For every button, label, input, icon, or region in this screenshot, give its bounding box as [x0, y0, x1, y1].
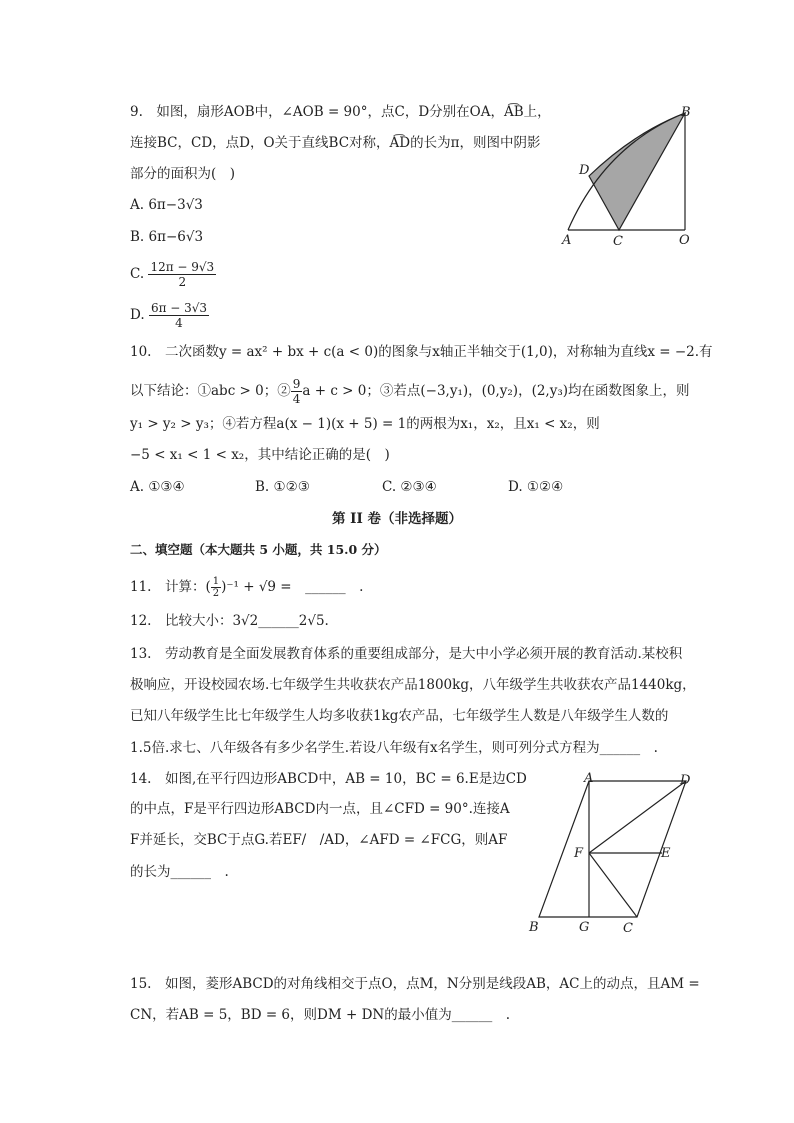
q10-line-3: y₁ > y₂ > y₃；④若方程a(x − 1)(x + 5) = 1的两根为x₁，x₂，且x₁ < x₂，则	[130, 416, 600, 432]
q10-option-d: D. ①②④	[508, 479, 564, 495]
q13-line-2: 极响应，开设校园农场.七年级学生共收获农产品1800kg，八年级学生共收获农产品1440kg，	[130, 677, 696, 693]
q14-line-1: 14. 如图,在平行四边形ABCD中，AB = 10，BC = 6.E是边CD	[130, 771, 527, 787]
q9-option-b: B. 6π−6√3	[130, 229, 204, 245]
q15-line-1: 15. 如图，菱形ABCD的对角线相交于点O，点M，N分别是线段AB，AC上的动点，且AM =	[130, 976, 700, 992]
q11-prefix: 11. 计算：(	[130, 579, 211, 595]
q10-option-b: B. ①②③	[255, 479, 310, 495]
q9-label-o: O	[679, 233, 690, 248]
q9-option-c-denominator: 2	[178, 275, 187, 289]
fill-in-section-header: 二、填空题（本大题共 5 小题，共 15.0 分）	[130, 542, 387, 557]
q14-line-4: 的长为______ .	[130, 864, 229, 880]
q14-label-d: D	[680, 773, 691, 788]
q10-line-2-part-b: a + c > 0；③若点(−3,y₁)，(0,y₂)，(2,y₃)均在函数图象上，则	[302, 383, 690, 399]
q9-line-1: 9. 如图，扇形AOB中，∠AOB = 90°，点C，D分别在OA，A͡B上，	[130, 104, 551, 120]
q9-label-a: A	[562, 233, 572, 248]
q14-label-f: F	[574, 846, 584, 861]
q9-option-a: A. 6π−3√3	[130, 197, 203, 213]
q11-line	[130, 576, 363, 599]
q10-line-1: 10. 二次函数y = ax² + bx + c(a < 0)的图象与x轴正半轴交于(1,0)，对称轴为直线x = −2.有	[130, 344, 713, 360]
q9-sector-figure	[555, 100, 705, 250]
q11-suffix: )⁻¹ + √9 = ______ .	[221, 579, 364, 595]
q9-option-c-numerator: 12π − 9√3	[150, 260, 215, 274]
q13-line-4: 1.5倍.求七、八年级各有多少名学生.若设八年级有x名学生，则可列分式方程为______ .	[130, 740, 658, 756]
q9-line-2: 连接BC，CD，点D，O关于直线BC对称，A͡D的长为π，则图中阴影	[130, 135, 541, 151]
q9-option-d-fraction	[149, 301, 209, 330]
q10-fraction-9-4	[291, 377, 303, 406]
q9-option-c-fraction	[148, 260, 216, 289]
q10-fraction-denominator: 4	[292, 392, 301, 406]
q14-line-2: 的中点，F是平行四边形ABCD内一点，且∠CFD = 90°.连接A	[130, 801, 510, 817]
section-title: 第 II 卷（非选择题）	[331, 511, 463, 527]
q10-line-2-part-a: 以下结论：①abc > 0；②	[130, 383, 291, 399]
q11-fraction-1-2	[211, 576, 221, 599]
q12-line: 12. 比较大小：3√2______2√5.	[130, 613, 329, 629]
q15-line-2: CN，若AB = 5，BD = 6，则DM + DN的最小值为______ .	[130, 1007, 510, 1023]
q10-option-c: C. ②③④	[382, 479, 437, 495]
q14-line-3: F并延长，交BC于点G.若EF/ /AD，∠AFD = ∠FCG，则AF	[130, 832, 508, 848]
q13-line-3: 已知八年级学生比七年级学生人均多收获1kg农产品，七年级学生人数是八年级学生人数的	[130, 708, 669, 724]
q11-fraction-denominator: 2	[212, 588, 220, 599]
q10-line-2	[130, 377, 690, 406]
q10-fraction-numerator: 9	[292, 377, 301, 391]
q9-option-d-numerator: 6π − 3√3	[150, 301, 208, 315]
q10-line-4: −5 < x₁ < 1 < x₂，其中结论正确的是( )	[130, 447, 390, 463]
q9-line-3: 部分的面积为( )	[130, 166, 236, 182]
q9-option-d-label: D.	[130, 307, 145, 323]
q9-option-d	[130, 301, 209, 330]
q10-option-a: A. ①③④	[130, 479, 185, 495]
q14-label-e: E	[661, 846, 671, 861]
q13-line-1: 13. 劳动教育是全面发展教育体系的重要组成部分，是大中小学必须开展的教育活动.某校积	[130, 646, 683, 662]
q9-label-d: D	[579, 163, 590, 178]
q9-label-b: B	[681, 105, 691, 120]
q14-label-c: C	[623, 921, 633, 936]
q11-fraction-numerator: 1	[212, 576, 220, 587]
q9-option-c-label: C.	[130, 266, 145, 282]
q14-parallelogram-figure	[520, 768, 705, 938]
q14-label-b: B	[529, 920, 539, 935]
q14-label-a: A	[584, 771, 594, 786]
q9-option-c	[130, 260, 216, 289]
q9-label-c: C	[613, 234, 623, 249]
q14-label-g: G	[579, 920, 590, 935]
q14-segment-fc	[589, 853, 637, 917]
q14-segment-fd	[589, 781, 686, 853]
q9-option-d-denominator: 4	[175, 316, 183, 330]
